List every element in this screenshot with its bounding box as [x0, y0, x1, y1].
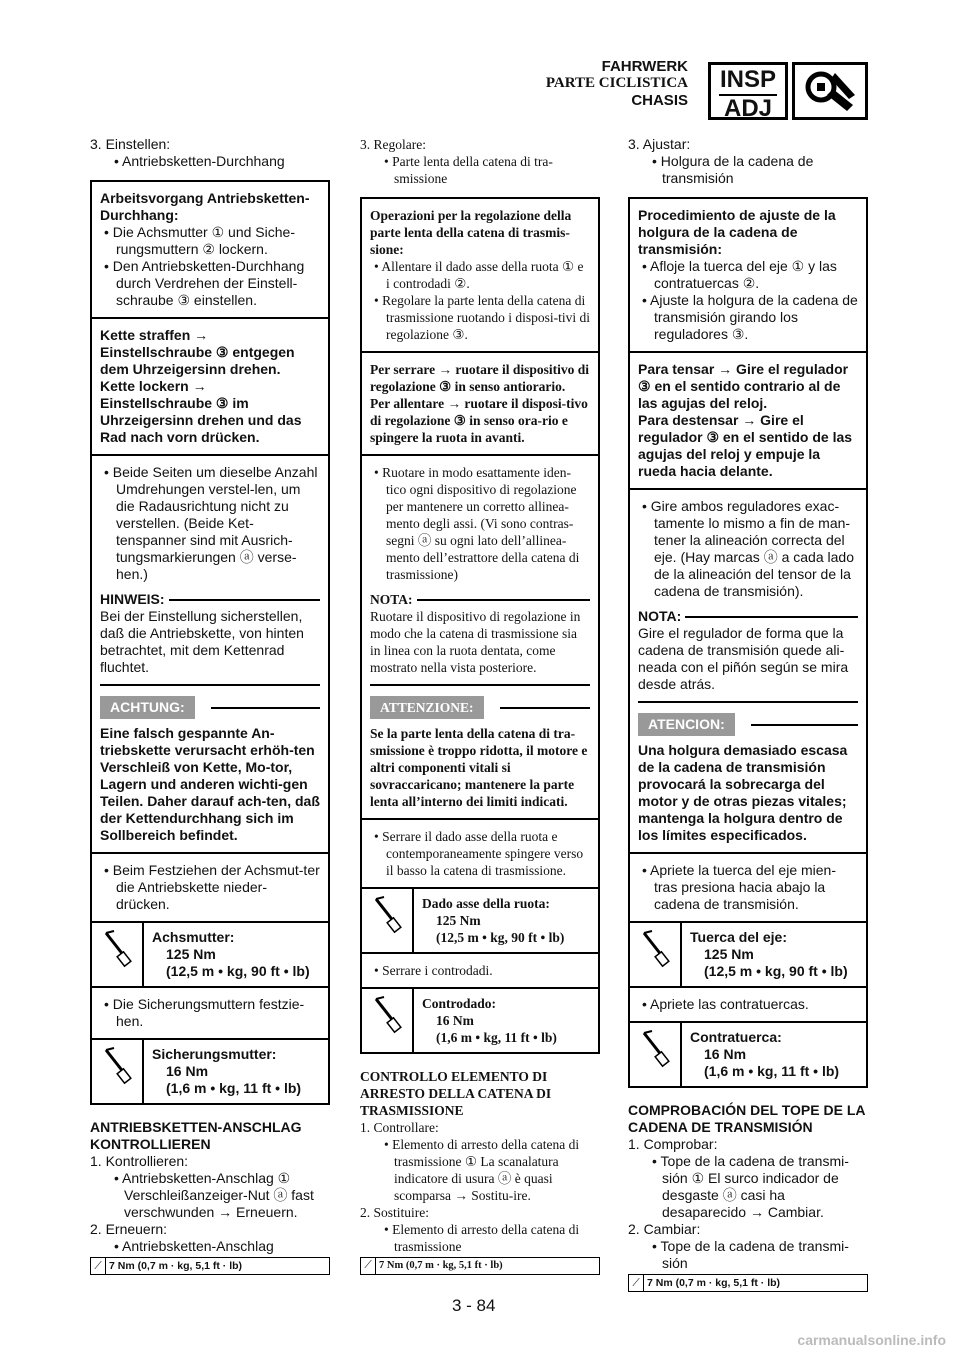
torque-wrench-icon	[362, 989, 414, 1052]
procedure-title: Procedimiento de ajuste de la holgura de la cadena de transmisión:	[638, 207, 836, 257]
torque-locknut-v1: 16 Nm	[166, 1063, 209, 1079]
torque-axle-text	[682, 923, 856, 986]
check-sub: • Elemento di arresto della catena di trasmissione ① La scanalatura indicatore di usura ⓐ è quasi scomparsa → Sostitu-ire.	[384, 1137, 580, 1203]
procedure-bullet-1: • Die Achsmutter ① und Siche-rungsmuttern ② lockern.	[104, 224, 295, 257]
procedure-bullet-2: • Den Antriebsketten-Durchhang durch Verdrehen der Einstell-schraube ③ einstellen.	[104, 258, 305, 308]
watermark: carmanualsonline.info	[797, 1332, 946, 1348]
press-section	[92, 854, 328, 923]
insp-adj-badge	[708, 62, 788, 120]
caution-text: Eine falsch gespannte An-triebskette verursacht erhöh-ten Verschleiß von Kette, Mo-tor, Lagern und anderen wichti-gen Teilen. Daher darauf ach-ten, daß der Kettendurchhang sich im Sollbereich befindet.	[100, 725, 320, 843]
procedure-section	[362, 199, 598, 353]
torque-small-icon: ⟋	[91, 1258, 106, 1274]
alignment-section	[92, 456, 328, 854]
torque-axle-name: Achsmutter:	[152, 929, 235, 945]
column-italian	[360, 128, 600, 1275]
torque-axle-text	[144, 923, 318, 986]
torque-locknut	[630, 1023, 866, 1086]
caution-label: ATTENZIONE:	[370, 696, 484, 719]
torque-spec-value: 7 Nm (0,7 m · kg, 5,1 ft · lb)	[109, 1260, 243, 1272]
procedure-title: Arbeitsvorgang Antriebsketten-Durchhang:	[100, 190, 310, 223]
step-3-sub: • Parte lenta della catena di tra-smissione	[384, 154, 553, 186]
column-spanish	[628, 128, 868, 1292]
caution-text: Una holgura demasiado escasa de la cadena de transmisión provocará la sobrecarga del motor y de otras piezas vitales; mantenga la holgura dentro de los límites especificados.	[638, 742, 848, 843]
check-sub: • Antriebsketten-Anschlag ① Verschleißanzeiger-Nut ⓐ fast verschwunden → Erneuern.	[114, 1170, 314, 1220]
torque-axle-v2: (12,5 m • kg, 90 ft • lb)	[166, 963, 310, 979]
locknut-bullet: • Die Sicherungsmuttern festzie-hen.	[104, 996, 305, 1029]
caution-heading	[370, 696, 590, 719]
alignment-section	[630, 490, 866, 854]
torque-locknut-v2: (1,6 m • kg, 11 ft • lb)	[704, 1063, 840, 1079]
torque-axle-name: Dado asse della ruota:	[422, 896, 550, 911]
alignment-bullet: • Gire ambos reguladores exac-tamente lo mismo a fin de man-tener la alineación correcta del eje. (Hay marcas ⓐ a cada lado de la alineación del tensor de la cadena de transmisión).	[642, 498, 854, 599]
header-chasis: CHASIS	[631, 92, 688, 109]
torque-wrench-icon	[92, 923, 144, 986]
procedure-box	[360, 197, 600, 1054]
procedure-bullet-2: • Ajuste la holgura de la cadena de transmisión girando los reguladores ③.	[642, 292, 858, 342]
loosen-text: Per allentare → ruotare il disposi-tivo di regolazione ③ in senso ora-rio e spingere la ruota in avanti.	[370, 396, 588, 445]
locknut-bullet: • Apriete las contratuercas.	[642, 996, 809, 1012]
replace-step: 2. Cambiar:	[628, 1221, 701, 1237]
torque-locknut-name: Controdado:	[422, 996, 497, 1011]
procedure-bullet-1: • Afloje la tuerca del eje ① y las contratuercas ②.	[642, 258, 837, 291]
check-step: 1. Kontrollieren:	[90, 1153, 189, 1169]
header-parte-ciclistica: PARTE CICLISTICA	[545, 75, 688, 91]
torque-wrench-icon	[362, 889, 414, 952]
note-rule	[370, 684, 590, 686]
replace-sub: • Elemento di arresto della catena di trasmissione	[384, 1222, 580, 1254]
torque-locknut-name: Sicherungsmutter:	[152, 1046, 277, 1062]
page-number: 3 - 84	[452, 1296, 496, 1315]
loosen-text: Para destensar → Gire el regulador ③ en el sentido de las agujas del reloj y empuje la rueda hacia delante.	[638, 412, 853, 479]
note-heading: HINWEIS:	[100, 591, 320, 608]
replace-step: 2. Sostituire:	[360, 1205, 430, 1220]
press-section	[362, 820, 598, 889]
procedure-title: Operazioni per la regolazione della parte lenta della catena di trasmis-sione:	[370, 208, 572, 257]
replace-sub: • Tope de la cadena de transmi-sión	[652, 1238, 849, 1271]
press-section	[630, 854, 866, 923]
torque-axle-nut	[630, 923, 866, 988]
torque-axle-v1: 125 Nm	[436, 913, 481, 928]
tighten-text: Para tensar → Gire el regulador ③ en el sentido contrario al de las agujas del reloj.	[638, 361, 849, 411]
adjust-direction-section	[92, 319, 328, 456]
torque-locknut	[362, 989, 598, 1052]
adj-label: ADJ	[719, 94, 777, 122]
torque-locknut-v2: (1,6 m • kg, 11 ft • lb)	[436, 1030, 557, 1045]
press-bullet: • Apriete la tuerca del eje mien-tras presiona hacia abajo la cadena de transmisión.	[642, 862, 837, 912]
torque-axle-text	[414, 889, 572, 952]
header-titles	[546, 58, 688, 109]
locknut-bullet: • Serrare i controdadi.	[374, 963, 493, 978]
check-sub: • Tope de la cadena de transmi-sión ① El surco indicador de desgaste ⓐ casi ha desaparecido → Cambiar.	[652, 1153, 849, 1220]
torque-locknut-text	[414, 989, 565, 1052]
step-3-sub: • Antriebsketten-Durchhang	[114, 153, 285, 169]
torque-axle-v1: 125 Nm	[166, 946, 216, 962]
caution-label: ACHTUNG:	[100, 696, 195, 719]
torque-locknut-v2: (1,6 m • kg, 11 ft • lb)	[166, 1080, 302, 1096]
torque-axle-nut	[362, 889, 598, 954]
procedure-bullet-2: • Regolare la parte lenta della catena di trasmissione ruotando i disposi-tivi di regolazione ③.	[374, 293, 590, 342]
torque-locknut-text	[682, 1023, 847, 1086]
header-fahrwerk: FAHRWERK	[601, 58, 688, 75]
wrench-tool-icon	[792, 62, 868, 120]
caution-label: ATENCION:	[638, 713, 735, 736]
check-step: 1. Controllare:	[360, 1120, 439, 1135]
procedure-box	[628, 197, 868, 1088]
alignment-section	[362, 456, 598, 820]
caution-heading	[638, 713, 858, 736]
locknut-section	[630, 988, 866, 1023]
caution-heading	[100, 696, 320, 719]
locknut-section	[92, 988, 328, 1040]
torque-spec-value: 7 Nm (0,7 m · kg, 5,1 ft · lb)	[379, 1260, 503, 1271]
note-heading: NOTA:	[638, 608, 858, 625]
step-3: 3. Einstellen:	[90, 136, 171, 152]
alignment-bullet: • Ruotare in modo esattamente iden-tico ogni dispositivo di regolazione per mantenere un corretto allinea-mento degli assi. (Vi sono contras-segni ⓐ su ogni lato dell’allinea-mento dell’estrattore della catena di trasmissione)	[374, 465, 580, 582]
note-text: Ruotare il dispositivo di regolazione in modo che la catena di trasmissione sia in linea con la ruota dentata, come mostrato nella vista posteriore.	[370, 609, 581, 675]
torque-locknut-name: Contratuerca:	[690, 1029, 782, 1045]
caution-text: Se la parte lenta della catena di tra-smissione è troppo ridotta, il motore e altri componenti vitali si sovraccaricano; mantenere la parte lenta all’interno dei limiti indicati.	[370, 726, 588, 809]
procedure-section	[92, 182, 328, 319]
torque-axle-v1: 125 Nm	[704, 946, 754, 962]
replace-step: 2. Erneuern:	[90, 1221, 168, 1237]
torque-wrench-icon	[92, 1040, 144, 1103]
procedure-box	[90, 180, 330, 1105]
torque-spec-value: 7 Nm (0,7 m · kg, 5,1 ft · lb)	[647, 1277, 781, 1289]
torque-locknut-v1: 16 Nm	[704, 1046, 747, 1062]
locknut-section	[362, 954, 598, 989]
section-heading: ANTRIEBSKETTEN-ANSCHLAG KONTROLLIEREN	[90, 1119, 302, 1152]
torque-wrench-icon	[630, 1023, 682, 1086]
torque-small-icon: ⟋	[361, 1258, 376, 1274]
replace-sub: • Antriebsketten-Anschlag	[114, 1238, 274, 1254]
note-heading: NOTA:	[370, 591, 590, 608]
adjust-direction-section	[630, 353, 866, 490]
press-bullet: • Serrare il dado asse della ruota e contemporaneamente spingere verso il basso la catena di trasmissione.	[374, 829, 584, 878]
procedure-bullet-1: • Allentare il dado asse della ruota ① e i controdadi ②.	[374, 259, 584, 291]
insp-label: INSP	[719, 66, 776, 93]
section-heading: COMPROBACIÓN DEL TOPE DE LA CADENA DE TRANSMISIÓN	[628, 1102, 865, 1135]
note-rule	[638, 701, 858, 703]
tighten-text: Per serrare → ruotare il dispositivo di regolazione ③ in senso antiorario.	[370, 362, 589, 394]
note-text: Bei der Einstellung sicherstellen, daß die Antriebskette, von hinten betrachtet, mit dem Kettenrad fluchtet.	[100, 608, 304, 675]
press-bullet: • Beim Festziehen der Achsmut-ter die Antriebskette nieder-drücken.	[104, 862, 320, 912]
note-rule	[100, 684, 320, 686]
step-3: 3. Regolare:	[360, 137, 426, 152]
step-3-sub: • Holgura de la cadena de transmisión	[652, 153, 814, 186]
note-text: Gire el regulador de forma que la cadena de transmisión quede ali-neada con el piñón según se mira desde atrás.	[638, 625, 849, 692]
torque-wrench-icon	[630, 923, 682, 986]
torque-locknut-v1: 16 Nm	[436, 1013, 474, 1028]
check-step: 1. Comprobar:	[628, 1136, 718, 1152]
torque-axle-v2: (12,5 m • kg, 90 ft • lb)	[704, 963, 848, 979]
torque-small-icon: ⟋	[629, 1275, 644, 1291]
torque-locknut	[92, 1040, 328, 1103]
torque-axle-v2: (12,5 m • kg, 90 ft • lb)	[436, 930, 565, 945]
tighten-text: Kette straffen → Einstellschraube ③ entgegen dem Uhrzeigersinn drehen.	[100, 327, 295, 377]
adjust-direction-section	[362, 353, 598, 456]
alignment-bullet: • Beide Seiten um dieselbe Anzahl Umdrehungen verstel-len, um die Radausrichtung nicht zu verstellen. (Beide Ket-tenspanner sind mit Ausrich-tungsmarkierungen ⓐ verse-hen.)	[104, 464, 318, 582]
torque-axle-nut	[92, 923, 328, 988]
torque-locknut-text	[144, 1040, 309, 1103]
torque-spec-bar	[360, 1257, 600, 1275]
column-german	[90, 128, 330, 1275]
torque-spec-bar	[90, 1257, 330, 1275]
loosen-text: Kette lockern → Einstellschraube ③ im Uhrzeigersinn drehen und das Rad nach vorn drücken.	[100, 378, 302, 445]
section-heading: CONTROLLO ELEMENTO DI ARRESTO DELLA CATENA DI TRASMISSIONE	[360, 1069, 552, 1118]
torque-axle-name: Tuerca del eje:	[690, 929, 788, 945]
torque-spec-bar	[628, 1274, 868, 1292]
step-3: 3. Ajustar:	[628, 136, 691, 152]
procedure-section	[630, 199, 866, 353]
